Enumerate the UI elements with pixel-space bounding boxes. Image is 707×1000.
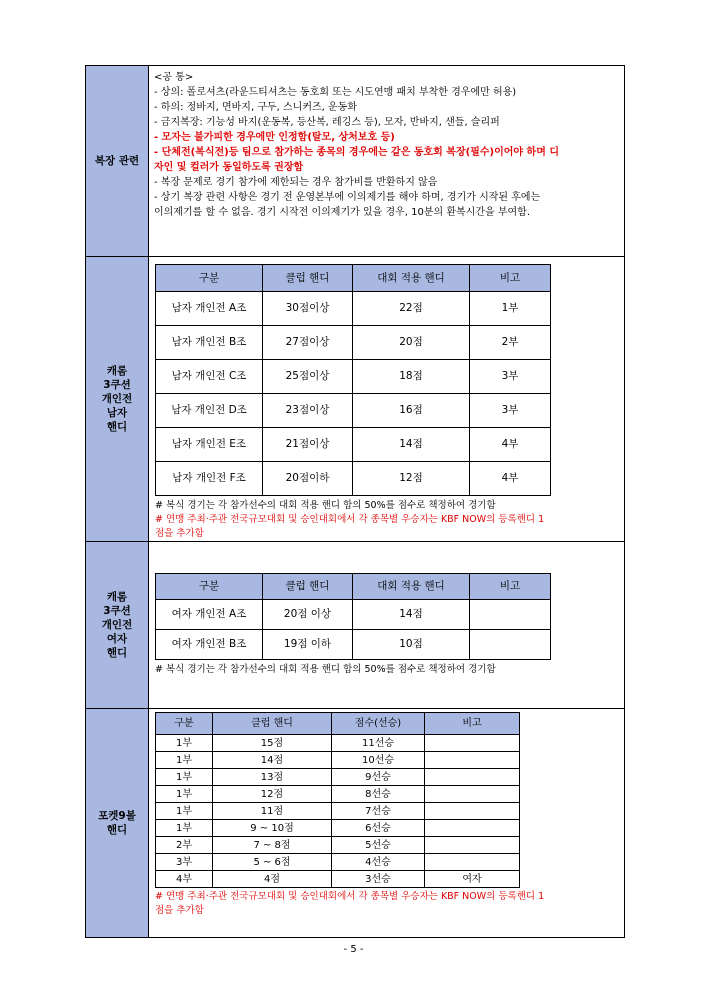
rules-table <box>85 65 625 938</box>
column-header: 구분 <box>156 713 213 735</box>
table-cell <box>425 803 520 820</box>
pocket-note-winner-2: 점을 추가함 <box>155 905 204 916</box>
table-cell <box>425 786 520 803</box>
women-section-row <box>86 542 625 709</box>
table-cell: 11점 <box>213 803 332 820</box>
table-cell: 4부 <box>470 462 551 496</box>
table-cell <box>470 600 551 630</box>
men-note-winner-1: # 연맹 주최·주관 전국규모대회 및 승인대회에서 각 종목별 우승자는 KBF NOW의 등록핸디 1 <box>155 514 545 525</box>
section-label-line: 3쿠션 <box>103 605 131 617</box>
table-cell: 14점 <box>353 428 470 462</box>
table-cell: 3부 <box>156 854 213 871</box>
table-row <box>156 803 520 820</box>
table-cell: 10점 <box>353 630 470 660</box>
women-handicap-table <box>155 573 551 660</box>
dress-line: - 상기 복장 관련 사항은 경기 전 운영본부에 이의제기를 해야 하며, 경기가 시작된 후에는 <box>154 192 541 203</box>
table-cell: 3선승 <box>332 871 425 888</box>
table-cell <box>425 769 520 786</box>
column-header: 클럽 핸디 <box>213 713 332 735</box>
dress-line: <공 통> <box>154 72 194 83</box>
table-cell <box>470 630 551 660</box>
dress-lines <box>149 66 624 224</box>
pocket-content <box>149 709 625 938</box>
table-cell: 20점이하 <box>263 462 353 496</box>
table-cell: 남자 개인전 C조 <box>156 360 263 394</box>
column-header: 대회 적용 핸디 <box>353 265 470 292</box>
table-cell: 12점 <box>353 462 470 496</box>
pocket-note-winner-1: # 연맹 주최·주관 전국규모대회 및 승인대회에서 각 종목별 우승자는 KBF NOW의 등록핸디 1 <box>155 891 545 902</box>
table-row <box>156 292 551 326</box>
table-row <box>156 786 520 803</box>
dress-line: - 복장 문제로 경기 참가에 제한되는 경우 참가비를 반환하지 않음 <box>154 177 438 188</box>
table-cell: 7 ~ 8점 <box>213 837 332 854</box>
table-cell: 7선승 <box>332 803 425 820</box>
table-row <box>156 837 520 854</box>
men-handicap-table <box>155 264 551 496</box>
section-label-line: 포켓9볼 <box>98 810 136 822</box>
column-header: 클럽 핸디 <box>263 265 353 292</box>
table-row <box>156 769 520 786</box>
dress-label: 복장 관련 <box>86 66 149 257</box>
table-cell: 3부 <box>470 394 551 428</box>
column-header: 점수(선승) <box>332 713 425 735</box>
dress-line: - 모자는 불가피한 경우에만 인정함(탈모, 상처보호 등) <box>154 132 395 143</box>
table-cell: 16점 <box>353 394 470 428</box>
men-handicap-label <box>86 257 149 542</box>
men-section-row <box>86 257 625 542</box>
dress-line: 자인 및 컬러가 동일하도록 권장함 <box>154 162 304 173</box>
table-cell: 30점이상 <box>263 292 353 326</box>
table-cell: 남자 개인전 B조 <box>156 326 263 360</box>
table-cell: 3부 <box>470 360 551 394</box>
women-note-doubles: # 복식 경기는 각 참가선수의 대회 적용 핸디 합의 50%를 점수로 책정하여 경기함 <box>155 664 496 675</box>
table-cell: 1부 <box>156 769 213 786</box>
table-row <box>156 428 551 462</box>
table-cell: 2부 <box>470 326 551 360</box>
table-cell <box>425 837 520 854</box>
table-cell: 1부 <box>156 803 213 820</box>
table-cell: 1부 <box>156 786 213 803</box>
table-row <box>156 630 551 660</box>
table-cell <box>425 854 520 871</box>
table-cell: 5선승 <box>332 837 425 854</box>
section-label-line: 캐롬 <box>106 365 128 377</box>
pocket-handicap-label <box>86 709 149 938</box>
men-note-doubles: # 복식 경기는 각 참가선수의 대회 적용 핸디 합의 50%를 점수로 책정하여 경기함 <box>155 500 496 511</box>
table-cell: 1부 <box>156 820 213 837</box>
table-row <box>156 326 551 360</box>
table-cell: 2부 <box>156 837 213 854</box>
table-cell: 여자 <box>425 871 520 888</box>
table-cell: 남자 개인전 F조 <box>156 462 263 496</box>
table-row <box>156 600 551 630</box>
table-cell: 18점 <box>353 360 470 394</box>
women-content <box>149 542 625 709</box>
dress-section-row <box>86 66 625 257</box>
table-cell: 14점 <box>353 600 470 630</box>
section-label-line: 핸디 <box>106 824 128 836</box>
table-cell: 11선승 <box>332 735 425 752</box>
section-label-line: 여자 <box>106 633 128 645</box>
table-cell: 20점 이상 <box>263 600 353 630</box>
table-cell: 4선승 <box>332 854 425 871</box>
table-cell: 12점 <box>213 786 332 803</box>
dress-line: - 금지복장: 기능성 바지(운동복, 등산복, 레깅스 등), 모자, 반바지, 샌들, 슬리퍼 <box>154 117 500 128</box>
dress-line: - 단체전(복식전)등 팀으로 참가하는 종목의 경우에는 같은 동호회 복장(필수)이어야 하며 디 <box>154 147 560 158</box>
table-cell: 21점이상 <box>263 428 353 462</box>
section-label-line: 개인전 <box>101 619 133 631</box>
table-cell: 22점 <box>353 292 470 326</box>
pocket-handicap-table <box>155 712 520 888</box>
section-label-line: 개인전 <box>101 393 133 405</box>
table-row <box>156 735 520 752</box>
dress-line: - 상의: 폴로셔츠(라운드티셔츠는 동호회 또는 시도연맹 패치 부착한 경우에만 허용) <box>154 87 517 98</box>
table-cell: 25점이상 <box>263 360 353 394</box>
table-cell: 1부 <box>156 752 213 769</box>
page-number: - 5 - <box>343 944 364 955</box>
men-note-winner-2: 점을 추가함 <box>155 528 204 539</box>
table-cell: 여자 개인전 A조 <box>156 600 263 630</box>
table-row <box>156 854 520 871</box>
table-row <box>156 462 551 496</box>
table-cell: 4부 <box>156 871 213 888</box>
table-cell <box>425 735 520 752</box>
table-cell <box>425 820 520 837</box>
table-row <box>156 394 551 428</box>
column-header: 구분 <box>156 265 263 292</box>
table-cell: 8선승 <box>332 786 425 803</box>
section-label-line: 캐롬 <box>106 591 128 603</box>
women-handicap-label <box>86 542 149 709</box>
table-cell: 여자 개인전 B조 <box>156 630 263 660</box>
table-cell: 1부 <box>470 292 551 326</box>
table-cell: 남자 개인전 D조 <box>156 394 263 428</box>
table-cell: 9 ~ 10점 <box>213 820 332 837</box>
table-cell: 13점 <box>213 769 332 786</box>
section-label-line: 남자 <box>106 407 128 419</box>
table-cell: 5 ~ 6점 <box>213 854 332 871</box>
section-label-line: 핸디 <box>106 421 128 433</box>
column-header: 구분 <box>156 574 263 600</box>
table-cell: 9선승 <box>332 769 425 786</box>
table-cell: 14점 <box>213 752 332 769</box>
table-cell <box>425 752 520 769</box>
table-cell: 4부 <box>470 428 551 462</box>
table-cell: 23점이상 <box>263 394 353 428</box>
column-header: 비고 <box>425 713 520 735</box>
men-content <box>149 257 625 542</box>
dress-line: 이의제기를 할 수 없음. 경기 시작전 이의제기가 있을 경우, 10분의 환복시간을 부여함. <box>154 207 531 218</box>
table-cell: 1부 <box>156 735 213 752</box>
table-cell: 19점 이하 <box>263 630 353 660</box>
table-cell: 6선승 <box>332 820 425 837</box>
table-cell: 10선승 <box>332 752 425 769</box>
column-header: 비고 <box>470 574 551 600</box>
table-cell: 남자 개인전 E조 <box>156 428 263 462</box>
table-row <box>156 360 551 394</box>
table-cell: 27점이상 <box>263 326 353 360</box>
table-row <box>156 820 520 837</box>
table-row <box>156 752 520 769</box>
section-label-line: 3쿠션 <box>103 379 131 391</box>
table-cell: 4점 <box>213 871 332 888</box>
column-header: 클럽 핸디 <box>263 574 353 600</box>
pocket-section-row <box>86 709 625 938</box>
dress-content <box>149 66 625 257</box>
section-label-line: 핸디 <box>106 647 128 659</box>
table-cell: 20점 <box>353 326 470 360</box>
column-header: 비고 <box>470 265 551 292</box>
table-cell: 15점 <box>213 735 332 752</box>
column-header: 대회 적용 핸디 <box>353 574 470 600</box>
table-cell: 남자 개인전 A조 <box>156 292 263 326</box>
dress-line: - 하의: 정바지, 면바지, 구두, 스니커즈, 운동화 <box>154 102 357 113</box>
table-row <box>156 871 520 888</box>
